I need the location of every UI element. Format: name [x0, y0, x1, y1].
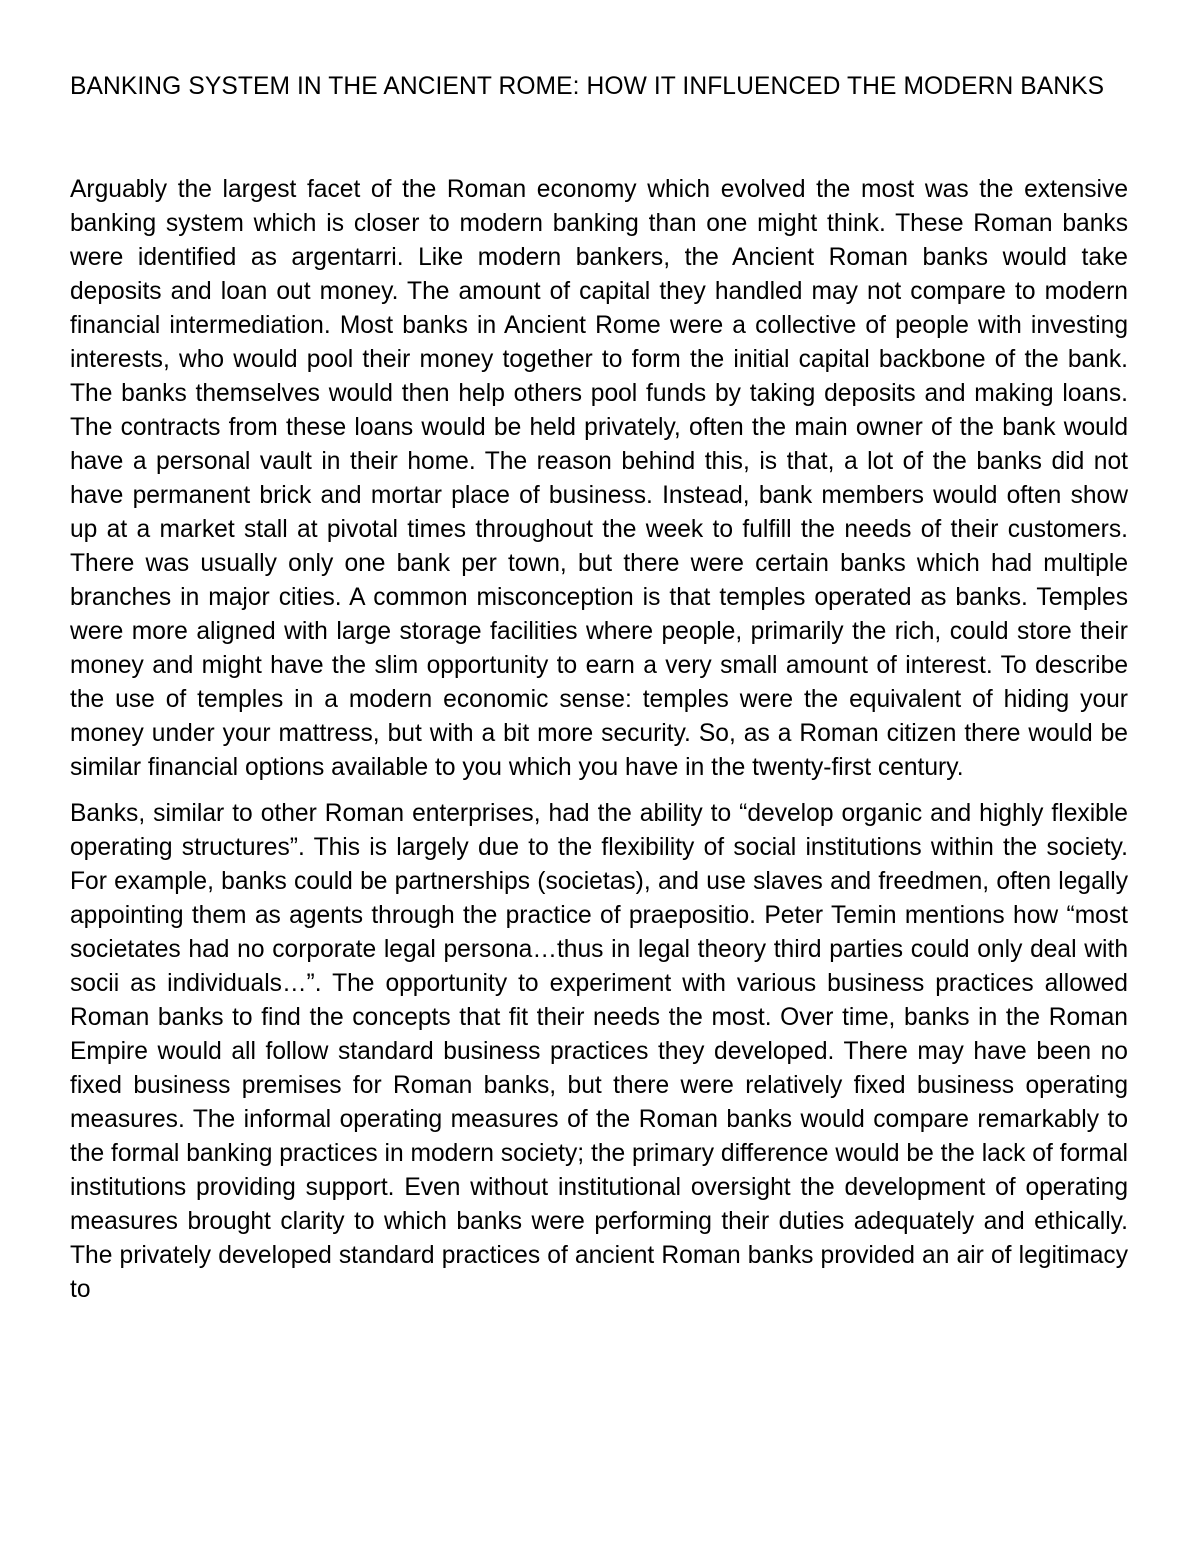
document-title: BANKING SYSTEM IN THE ANCIENT ROME: HOW IT INFLUENCED THE MODERN BANKS — [70, 73, 1105, 100]
document-body — [70, 70, 1128, 1307]
paragraph: Banks, similar to other Roman enterprises, had the ability to “develop organic and highly flexible operating structures”. This is largely due to the flexibility of social institutions within the society. For example, banks could be partnerships (societas), and use slaves and freedmen, often legally appointing them as agents through the practice of praepositio. Peter Temin mentions how “most societates had no corporate legal persona…thus in legal theory third parties could only deal with socii as individuals…”. The opportunity to experiment with various business practices allowed Roman banks to find the concepts that fit their needs the most. Over time, banks in the Roman Empire would all follow standard business practices they developed. There may have been no fixed business premises for Roman banks, but there were relatively fixed business operating measures. The informal operating measures of the Roman banks would compare remarkably to the formal banking practices in modern society; the primary difference would be the lack of formal institutions providing support. Even without institutional oversight the development of operating measures brought clarity to which banks were performing their duties adequately and ethically. The privately developed standard practices of ancient Roman banks provided an air of legitimacy to — [70, 800, 1128, 1303]
paragraph: Arguably the largest facet of the Roman economy which evolved the most was the extensive banking system which is closer to modern banking than one might think. These Roman banks were identified as argentarri. Like modern bankers, the Ancient Roman banks would take deposits and loan out money. The amount of capital they handled may not compare to modern financial intermediation. Most banks in Ancient Rome were a collective of people with investing interests, who would pool their money together to form the initial capital backbone of the bank. The banks themselves would then help others pool funds by taking deposits and making loans. The contracts from these loans would be held privately, often the main owner of the bank would have a personal vault in their home. The reason behind this, is that, a lot of the banks did not have permanent brick and mortar place of business. Instead, bank members would often show up at a market stall at pivotal times throughout the week to fulfill the needs of their customers. There was usually only one bank per town, but there were certain banks which had multiple branches in major cities. A common misconception is that temples operated as banks. Temples were more aligned with large storage facilities where people, primarily the rich, could store their money and might have the slim opportunity to earn a very small amount of interest. To describe the use of temples in a modern economic sense: temples were the equivalent of hiding your money under your mattress, but with a bit more security. So, as a Roman citizen there would be similar financial options available to you which you have in the twenty-first century. — [70, 176, 1128, 781]
